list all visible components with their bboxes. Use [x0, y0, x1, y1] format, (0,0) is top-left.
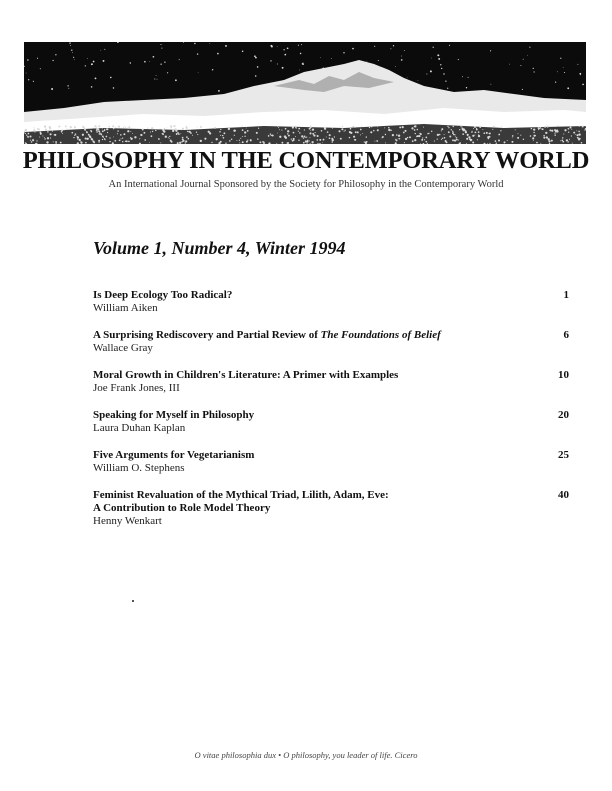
article-author: Henny Wenkart	[93, 515, 162, 527]
page-number: 10	[558, 369, 569, 381]
mountain-banner	[24, 42, 586, 144]
issue-heading: Volume 1, Number 4, Winter 1994	[93, 238, 346, 258]
toc-entry[interactable]	[93, 369, 569, 395]
article-title[interactable]	[93, 329, 569, 342]
page-number: 20	[558, 409, 569, 421]
toc-entry[interactable]	[93, 409, 569, 435]
article-author: Joe Frank Jones, III	[93, 382, 180, 394]
article-author: William Aiken	[93, 302, 158, 314]
article-title-line2[interactable]: A Contribution to Role Model Theory	[93, 502, 271, 514]
article-author: Wallace Gray	[93, 342, 153, 354]
page-number: 1	[563, 289, 569, 301]
mountain-landscape-image	[24, 42, 586, 144]
article-title[interactable]: Speaking for Myself in Philosophy	[93, 409, 255, 421]
toc-entry[interactable]	[93, 329, 569, 355]
toc-entry[interactable]	[93, 289, 569, 315]
toc-entry[interactable]	[93, 489, 569, 528]
page-number: 25	[558, 449, 569, 461]
article-author: Laura Duhan Kaplan	[93, 422, 186, 434]
scan-speck	[132, 600, 134, 602]
table-of-contents	[93, 289, 569, 542]
article-title[interactable]: Feminist Revaluation of the Mythical Triad, Lilith, Adam, Eve:	[93, 489, 389, 501]
article-author: William O. Stephens	[93, 462, 185, 474]
article-title[interactable]: Is Deep Ecology Too Radical?	[93, 289, 233, 301]
footer-motto: O vitae philosophia dux • O philosophy, you leader of life. Cicero	[194, 750, 418, 760]
article-title[interactable]: Five Arguments for Vegetarianism	[93, 449, 255, 461]
article-title-prefix: A Surprising Rediscovery and Partial Review of	[93, 329, 321, 341]
journal-subtitle: An International Journal Sponsored by the Society for Philosophy in the Contemporary World	[108, 179, 504, 190]
page-number: 40	[558, 489, 569, 501]
page-number: 6	[563, 329, 569, 341]
book-title: The Foundations of Belief	[320, 329, 441, 341]
toc-entry[interactable]	[93, 449, 569, 475]
journal-title: PHILOSOPHY IN THE CONTEMPORARY WORLD	[22, 147, 590, 174]
article-title[interactable]: Moral Growth in Children's Literature: A Primer with Examples	[93, 369, 399, 381]
